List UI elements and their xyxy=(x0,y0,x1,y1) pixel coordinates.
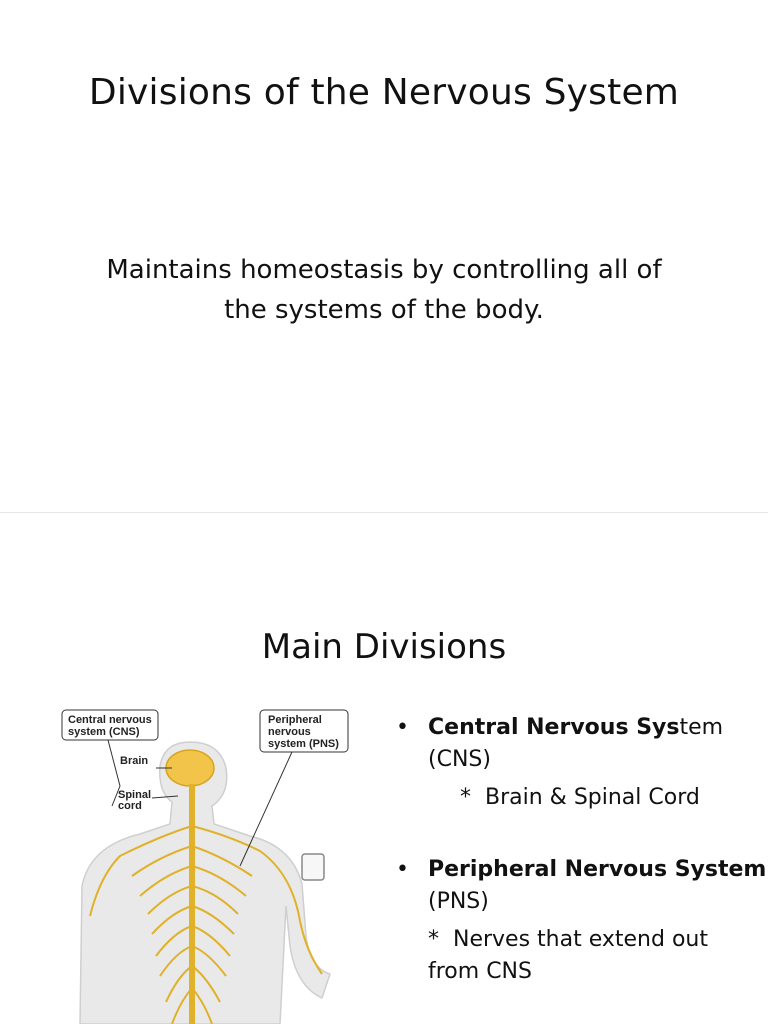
nervous-system-figure xyxy=(60,706,360,1024)
divisions-bullet-list xyxy=(396,712,768,988)
pns-label-line2: nervous xyxy=(268,726,311,738)
bullet-pns-detail-2: from CNS xyxy=(428,959,532,984)
main-divisions-title: Main Divisions xyxy=(261,627,507,667)
sub-marker: * xyxy=(460,785,471,810)
slide-title: Divisions of the Nervous System xyxy=(88,72,680,113)
bullet-cns xyxy=(396,712,768,814)
bullet-cns-bold: Central Nervous Sys xyxy=(428,715,680,740)
body-diagram xyxy=(60,706,360,1024)
bullet-pns-sub xyxy=(428,924,768,988)
body-line-2: the systems of the body. xyxy=(224,295,544,325)
pns-label-line1: Peripheral xyxy=(268,714,322,726)
bullet-marker: • xyxy=(396,715,409,740)
brain-shape xyxy=(166,750,214,786)
bullet-pns-abbrev: (PNS) xyxy=(428,889,489,914)
bullet-pns xyxy=(396,854,768,988)
brain-label: Brain xyxy=(120,755,149,767)
body-line-1: Maintains homeostasis by controlling all of xyxy=(106,255,662,285)
bullet-cns-detail: Brain & Spinal Cord xyxy=(485,785,700,810)
cns-label-line2: system (CNS) xyxy=(68,726,140,738)
cns-label-line1: Central nervous xyxy=(68,714,152,726)
spinal-label-line1: Spinal xyxy=(118,789,152,801)
bullet-cns-rest: tem xyxy=(679,715,724,740)
slide-body-text xyxy=(60,250,708,330)
pacer-device xyxy=(302,854,324,880)
bullet-pns-detail-1: Nerves that extend out xyxy=(453,927,708,952)
bullet-cns-abbrev: (CNS) xyxy=(428,747,491,772)
bullet-marker: • xyxy=(396,857,409,882)
pns-label-line3: system (PNS) xyxy=(268,738,339,750)
body-outline xyxy=(80,742,330,1024)
bullet-cns-sub xyxy=(428,782,768,814)
sub-marker: * xyxy=(428,927,439,952)
bullet-pns-bold: Peripheral Nervous System xyxy=(428,857,767,882)
spinal-label-line2: cord xyxy=(118,800,142,812)
